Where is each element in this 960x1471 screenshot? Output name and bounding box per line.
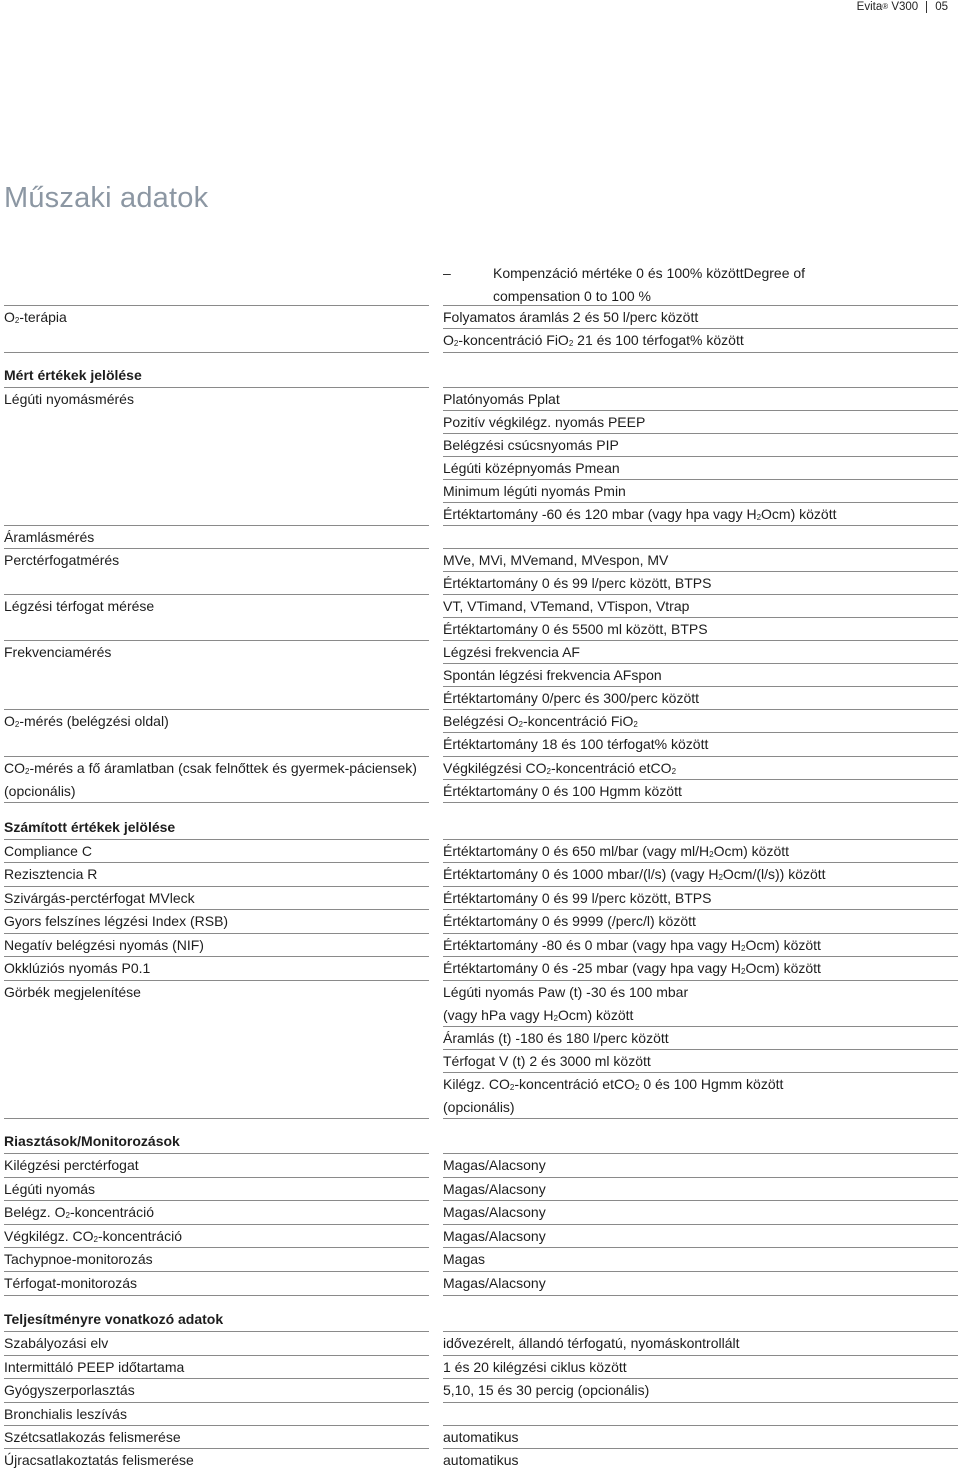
alarm-value: Magas: [443, 1251, 486, 1267]
divider: [4, 352, 429, 353]
performance-label: Szétcsatlakozás felismerése: [4, 1429, 181, 1445]
airway-pressure-label: Légúti nyomásmérés: [4, 391, 134, 407]
performance-value: automatikus: [443, 1452, 519, 1468]
performance-heading: Teljesítményre vonatkozó adatok: [4, 1311, 224, 1327]
calculated-label: Compliance C: [4, 843, 92, 859]
co2-measurement-label: $CO_2$-mérés a fő áramlatban (csak felnőttek és gyermek-páciensek): [4, 760, 417, 776]
divider: [443, 1425, 958, 1426]
o2-therapy-label: $O_2$-terápia: [4, 309, 67, 325]
calculated-label: Negatív belégzési nyomás (NIF): [4, 937, 204, 953]
alarm-label: Kilégzési perctérfogat: [4, 1157, 139, 1173]
alarm-value: Magas/Alacsony: [443, 1181, 546, 1197]
curves-value: (opcionális): [443, 1099, 515, 1115]
o2-measurement-range: Értéktartomány 18 és 100 térfogat% között: [443, 736, 709, 752]
performance-label: Gyógyszerporlasztás: [4, 1382, 135, 1398]
divider: [4, 1118, 429, 1119]
divider: [443, 1402, 958, 1403]
performance-value: automatikus: [443, 1429, 519, 1445]
calculated-heading: Számított értékek jelölése: [4, 819, 176, 835]
calculated-value: Értéktartomány 0 és 9999 (/perc/l) között: [443, 913, 696, 929]
airway-value: Légúti középnyomás Pmean: [443, 460, 620, 476]
performance-value: 1 és 20 kilégzési ciklus között: [443, 1359, 627, 1375]
minute-volume-value: MVe, MVi, MVemand, MVespon, MV: [443, 552, 669, 568]
alarm-label: Térfogat-monitorozás: [4, 1275, 138, 1291]
divider: [443, 1448, 958, 1449]
alarms-heading: Riasztások/Monitorozások: [4, 1133, 180, 1149]
minute-volume-range: Értéktartomány 0 és 99 l/perc között, BTPS: [443, 575, 712, 591]
divider: [443, 1118, 958, 1119]
airway-value: Platónyomás Pplat: [443, 391, 560, 407]
model-name: V300: [891, 1, 919, 13]
page-number: 05: [935, 1, 948, 13]
calculated-value: Értéktartomány 0 és 99 l/perc között, BTPS: [443, 890, 712, 906]
tidal-volume-value: VT, VTimand, VTemand, VTispon, Vtrap: [443, 598, 690, 614]
curves-value: (vagy hPa vagy $H_2Ocm$) között: [443, 1007, 634, 1023]
frequency-range: Értéktartomány 0/perc és 300/perc között: [443, 690, 700, 706]
page-header: Evita ® V300 05: [856, 1, 948, 13]
divider: [4, 802, 429, 803]
alarm-value: Magas/Alacsony: [443, 1157, 546, 1173]
o2-measurement-label: $O_2$-mérés (belégzési oldal): [4, 713, 169, 729]
curves-label: Görbék megjelenítése: [4, 984, 141, 1000]
curves-value: Kilégz. $CO_2$-koncentráció etCO$_2$ 0 és 100 Hgmm között: [443, 1076, 784, 1092]
airway-value: Belégzési csúcsnyomás PIP: [443, 437, 619, 453]
frequency-value: Légzési frekvencia AF: [443, 644, 580, 660]
performance-value: idővezérelt, állandó térfogatú, nyomáskontrollált: [443, 1335, 740, 1351]
divider: [4, 305, 429, 306]
curves-value: Térfogat V (t) 2 és 3000 ml között: [443, 1053, 651, 1069]
co2-measurement-value: Végkilégzési $CO_2$-koncentráció etCO$_2$: [443, 760, 677, 776]
performance-value: 5,10, 15 és 30 percig (opcionális): [443, 1382, 650, 1398]
performance-label: Újracsatlakoztatás felismerése: [4, 1452, 194, 1468]
divider: [443, 1247, 958, 1248]
calculated-label: Szivárgás-perctérfogat MVleck: [4, 890, 195, 906]
intro-line-2: compensation 0 to 100 %: [493, 287, 651, 304]
frequency-label: Frekvenciamérés: [4, 644, 112, 660]
alarm-value: Magas/Alacsony: [443, 1228, 546, 1244]
divider: [443, 525, 958, 526]
tidal-volume-label: Légzési térfogat mérése: [4, 598, 155, 614]
co2-measurement-range: Értéktartomány 0 és 100 Hgmm között: [443, 783, 682, 799]
calculated-value: Értéktartomány 0 és -25 mbar (vagy hpa vagy $H_2Ocm$) között: [443, 960, 821, 976]
dash-bullet: –: [443, 265, 451, 281]
airway-value: Minimum légúti nyomás Pmin: [443, 483, 626, 499]
calculated-value: Értéktartomány 0 és 650 ml/bar (vagy $ml/H_2Ocm$) között: [443, 843, 790, 859]
calculated-label: Rezisztencia R: [4, 866, 98, 882]
co2-measurement-optional: (opcionális): [4, 783, 76, 799]
intro-block: [443, 262, 843, 307]
airway-range: Értéktartomány -60 és 120 mbar (vagy hpa vagy $H_2Ocm$) között: [443, 506, 837, 522]
intro-line-1: Kompenzáció mértéke 0 és 100% közöttDegree of: [493, 265, 806, 281]
alarm-value: Magas/Alacsony: [443, 1275, 546, 1291]
alarm-label: Végkilégz. $CO_2$-koncentráció: [4, 1228, 182, 1244]
alarm-label: Tachypnoe-monitorozás: [4, 1251, 153, 1267]
performance-label: Szabályozási elv: [4, 1335, 109, 1351]
o2-measurement-value: Belégzési $O_2$-koncentráció FiO$_2$: [443, 713, 638, 729]
curves-value: Légúti nyomás Paw (t) -30 és 100 mbar: [443, 984, 689, 1000]
flow-measurement-label: Áramlásmérés: [4, 529, 95, 545]
performance-label: Bronchialis leszívás: [4, 1406, 127, 1422]
frequency-value: Spontán légzési frekvencia AFspon: [443, 667, 662, 683]
calculated-value: Értéktartomány -80 és 0 mbar (vagy hpa vagy $H_2Ocm$) között: [443, 937, 821, 953]
page-title: Műszaki adatok: [4, 182, 209, 214]
minute-volume-label: Perctérfogatmérés: [4, 552, 120, 568]
divider: [443, 352, 958, 353]
alarm-value: Magas/Alacsony: [443, 1204, 546, 1220]
header-divider: [926, 1, 927, 13]
o2-therapy-concentration: $O_2$-koncentráció FiO$_2$ 21 és 100 térfogat% között: [443, 332, 744, 348]
divider: [443, 802, 958, 803]
alarm-label: Belégz. $O_2$-koncentráció: [4, 1204, 154, 1220]
divider: [4, 1295, 429, 1296]
o2-therapy-flow: Folyamatos áramlás 2 és 50 l/perc között: [443, 309, 699, 325]
brand-name: Evita: [856, 1, 883, 13]
calculated-value: Értéktartomány 0 és 1000 mbar/(l/s) (vagy $H_2Ocm/(l/s)$) között: [443, 866, 826, 882]
calculated-label: Gyors felszínes légzési Index (RSB): [4, 913, 229, 929]
performance-label: Intermittáló PEEP időtartama: [4, 1359, 185, 1375]
curves-value: Áramlás (t) -180 és 180 l/perc között: [443, 1030, 669, 1046]
measured-heading: Mért értékek jelölése: [4, 367, 142, 383]
alarm-label: Légúti nyomás: [4, 1181, 96, 1197]
calculated-label: Okklúziós nyomás P0.1: [4, 960, 151, 976]
airway-value: Pozitív végkilégz. nyomás PEEP: [443, 414, 646, 430]
tidal-volume-range: Értéktartomány 0 és 5500 ml között, BTPS: [443, 621, 708, 637]
divider: [443, 1295, 958, 1296]
